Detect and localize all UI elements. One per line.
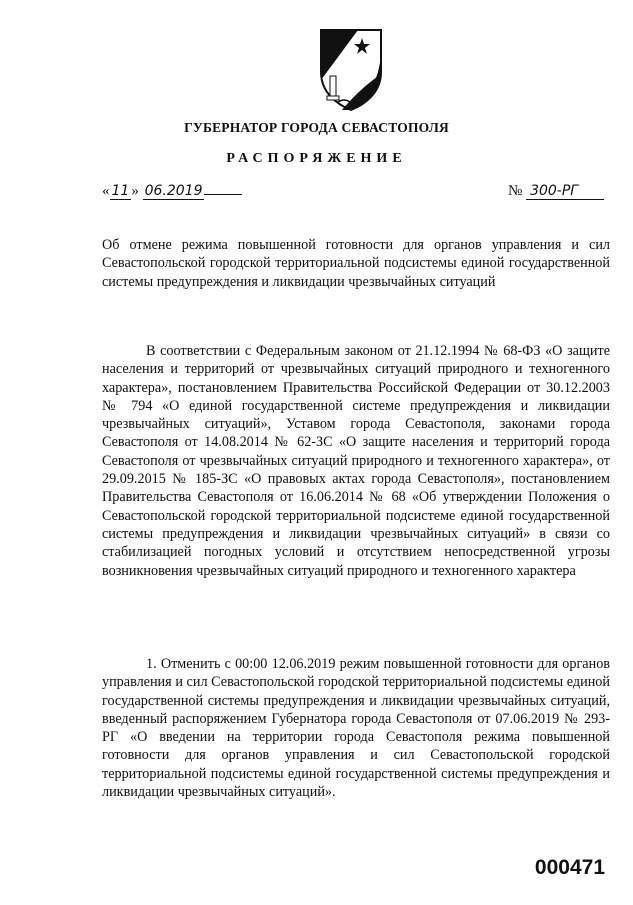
document-number [508, 183, 604, 200]
number-prefix: № [508, 183, 523, 199]
number-value: 300-РГ [526, 183, 604, 200]
preamble-paragraph: В соответствии с Федеральным законом от 21.12.1994 № 68-ФЗ «О защите населения и территорий от чрезвычайных ситуаций природного и техногенного характера», постановлением Правительства Российской Федерации от 30.12.2003 № 794 «О единой государственной системе предупреждения и ликвидации чрезвычайных ситуаций», Уставом города Севастополя, законами города Севастополя от 14.08.2014 № 62-ЗС «О защите населения и территорий города Севастополя от чрезвычайных ситуаций природного и техногенного характера», от 29.09.2015 № 185-ЗС «О правовых актах города Севастополя», постановлением Правительства Севастополя от 16.06.2014 № 68 «Об утверждении Положения о Севастопольской городской территориальной подсистеме единой государственной системы предупреждения и ликвидации чрезвычайных ситуаций» в связи со стабилизацией погодных условий и отсутствием непосредственной угрозы возникновения чрезвычайных ситуаций природного и техногенного характера [102, 343, 610, 579]
date-close-quote: » [131, 183, 139, 199]
issuing-authority: ГУБЕРНАТОР ГОРОДА СЕВАСТОПОЛЯ [184, 120, 449, 135]
date-day: 11 [111, 183, 130, 199]
date-month-year: 06.2019 [144, 183, 203, 199]
date-underline [204, 194, 242, 195]
document-subject: Об отмене режима повышенной готовности для органов управления и сил Севастопольской городской территориальной подсистемы единой государственной системы предупреждения и ликвидации чрезвычайных ситуаций [102, 237, 610, 290]
document-type-heading: РАСПОРЯЖЕНИЕ [226, 151, 407, 166]
clause-1-paragraph: 1. Отменить с 00:00 12.06.2019 режим повышенной готовности для органов управления и сил Севастопольской городской территориальной подсистемы единой государственной системы предупреждения и ликвидации чрезвычайных ситуаций, введенный распоряжением Губернатора города Севастополя от 07.06.2019 № 293-РГ «О введении на территории города Севастополя режима повышенной готовности для органов управления и сил Севастопольской городской территориальной подсистемы единой государственной системы предупреждения и ликвидации чрезвычайных ситуаций». [102, 656, 610, 801]
date-open-quote: « [102, 183, 110, 199]
serial-number: 000471 [534, 856, 605, 879]
sevastopol-coat-of-arms-icon [318, 28, 384, 112]
document-date [102, 183, 242, 200]
